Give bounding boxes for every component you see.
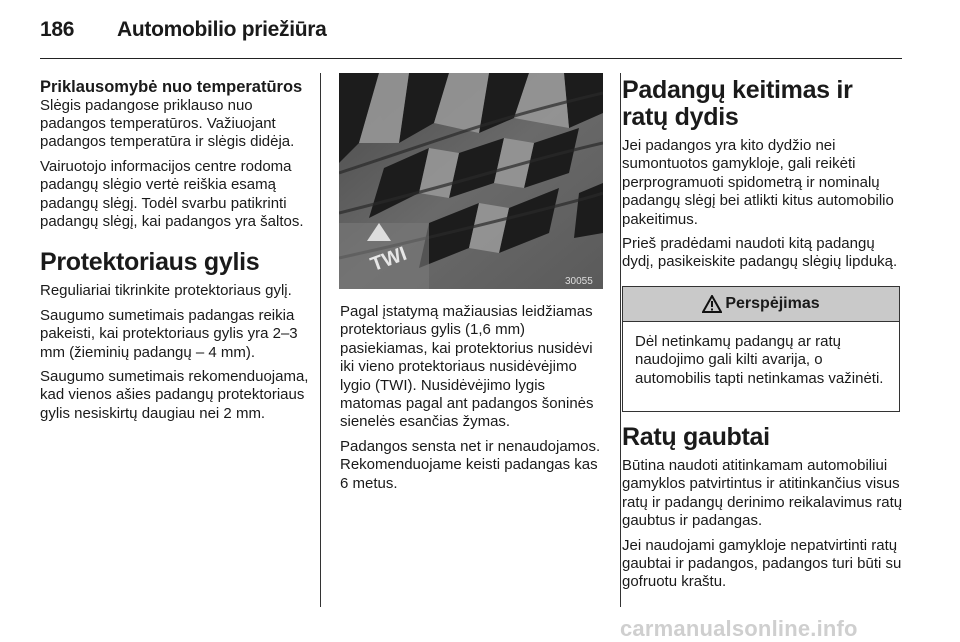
paragraph: Pagal įstatymą mažiausias leidžiamas protektoriaus gylis (1,6 mm) pasiekiamas, kai protektorius nusidėvi iki vieno protektoriaus nusidėvėjimo lygio (TWI). Nusidėvėjimo lygis matomas pagal ant padangos šoninės sienelės esančias žymas.	[340, 303, 594, 431]
paragraph: Slėgis padangose priklauso nuo padangos temperatūros. Važiuojant padangos temperatūra ir slėgis didėja.	[40, 96, 295, 151]
header-divider	[40, 58, 902, 59]
paragraph: Jei naudojami gamykloje nepatvirtinti ratų gaubtai ir padangos, padangos turi būti su gofruotu kraštu.	[622, 536, 902, 591]
paragraph: Prieš pradėdami naudoti kitą padangų dydį, pasikeiskite padangų slėgių lipduką.	[622, 235, 898, 271]
warning-triangle-icon	[702, 295, 722, 313]
warning-text: Dėl netinkamų padangų ar ratų naudojimo gali kilti avarija, o automobilis tapti netinkamas važinėti.	[635, 333, 884, 387]
column-right	[622, 77, 904, 278]
paragraph: Vairuotojo informacijos centre rodoma padangų slėgio vertė reiškia esamą padangų slėgį. Todėl svarbu patikrinti padangų slėgį, kai padangos yra šaltos.	[40, 157, 304, 230]
tire-tread-image	[339, 73, 603, 289]
paragraph: Saugumo sumetimais padangas reikia pakeisti, kai protektoriaus gylis yra 2–3 mm (žieminių padangų – 4 mm).	[40, 306, 298, 361]
section-title: Automobilio priežiūra	[117, 18, 327, 41]
heading-tread-depth: Protektoriaus gylis	[40, 248, 260, 277]
heading-tire-change: Padangų keitimas ir ratų dydis	[622, 76, 853, 131]
paragraph: Būtina naudoti atitinkamam automobiliui gamyklos patvirtintus ir atitinkančius visus ratų ir padangų derinimo reikalavimus ratų gaubtus ir padangas.	[622, 457, 903, 530]
watermark: carmanualsonline.info	[620, 616, 858, 641]
column-divider-left	[320, 73, 321, 607]
warning-title: Perspėjimas	[725, 295, 820, 312]
column-divider-right	[620, 73, 621, 607]
paragraph: Jei padangos yra kito dydžio nei sumontuotos gamykloje, gali reikėti perprogramuoti spidometrą ir nominalų padangų slėgį bei atlikti kitus automobilio pakeitimus.	[622, 137, 894, 228]
paragraph: Reguliariai tikrinkite protektoriaus gylį.	[40, 282, 292, 300]
heading-wheel-covers: Ratų gaubtai	[622, 423, 770, 451]
paragraph: Padangos sensta net ir nenaudojamos. Rekomenduojame keisti padangas kas 6 metus.	[340, 437, 601, 492]
warning-box	[622, 286, 900, 412]
heading-temperature: Priklausomybė nuo temperatūros	[40, 78, 303, 96]
column-left	[40, 78, 315, 429]
column-right-lower	[622, 424, 904, 598]
page-number: 186	[40, 18, 75, 41]
column-middle	[340, 303, 605, 499]
page-header	[40, 14, 902, 50]
warning-header	[623, 287, 899, 322]
twi-marking: TWI	[367, 242, 410, 277]
paragraph: Saugumo sumetimais rekomenduojama, kad vienos ašies padangų protektoriaus gylis nesiskirtų daugiau nei 2 mm.	[40, 367, 309, 422]
figure-id: 30055	[565, 276, 593, 287]
